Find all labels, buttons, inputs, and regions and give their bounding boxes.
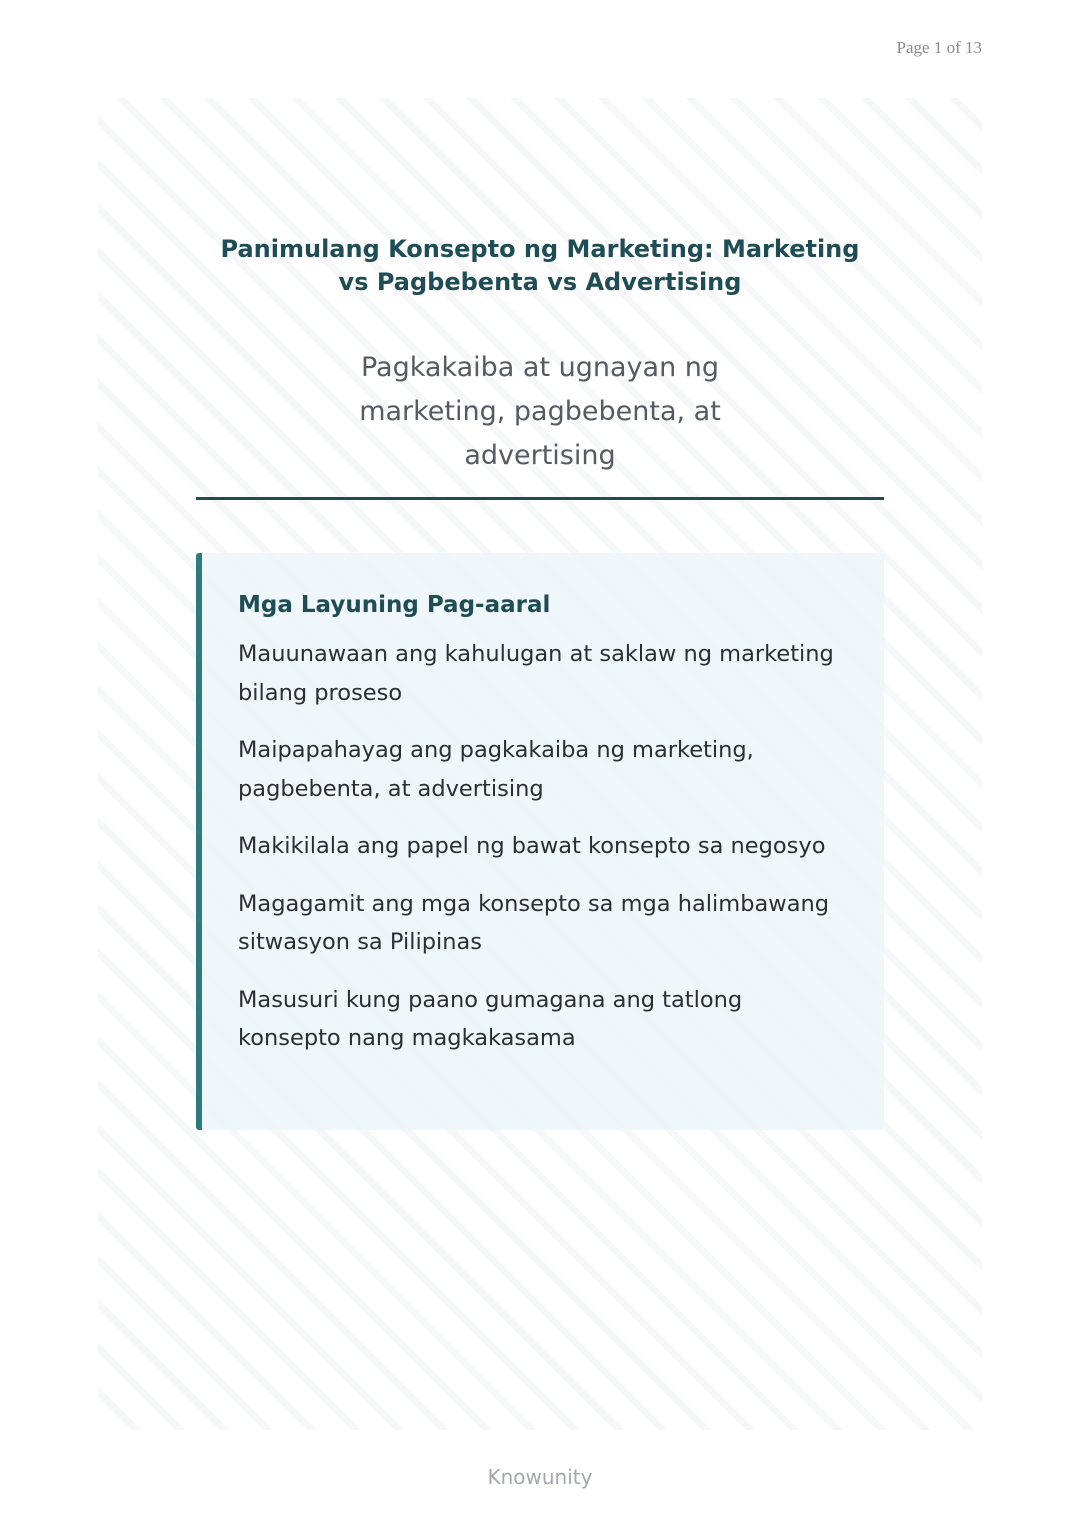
page-subtitle: Pagkakaiba at ugnayan ng marketing, pagbebenta, at advertising (359, 352, 721, 471)
document-page (98, 98, 982, 1430)
objective-item: Masusuri kung paano gumagana ang tatlong konsepto nang magkakasama (238, 986, 743, 1051)
objective-item: Makikilala ang papel ng bawat konsepto sa negosyo (238, 833, 826, 859)
section-divider (196, 497, 884, 500)
objective-item: Mauunawaan ang kahulugan at saklaw ng marketing bilang proseso (238, 641, 834, 706)
learning-objectives-box (196, 553, 884, 1130)
page-title: Panimulang Konsepto ng Marketing: Marketing vs Pagbebenta vs Advertising (220, 235, 860, 296)
objectives-heading: Mga Layuning Pag-aaral (238, 592, 551, 618)
objective-item: Magagamit ang mga konsepto sa mga halimbawang sitwasyon sa Pilipinas (238, 890, 830, 955)
footer-brand: Knowunity (487, 1465, 593, 1489)
objective-item: Maipapahayag ang pagkakaiba ng marketing, pagbebenta, at advertising (238, 737, 754, 802)
page-number: Page 1 of 13 (896, 38, 982, 57)
objectives-list (238, 635, 844, 1058)
